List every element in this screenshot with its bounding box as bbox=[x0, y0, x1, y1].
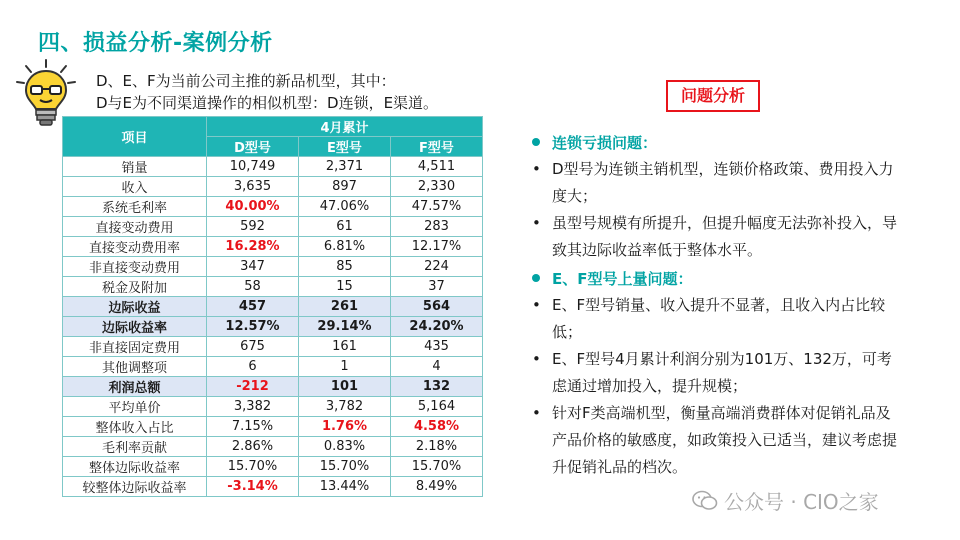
cell-d: 3,382 bbox=[207, 397, 299, 417]
cell-e: 897 bbox=[299, 177, 391, 197]
cell-f: 224 bbox=[391, 257, 483, 277]
cell-d: 3,635 bbox=[207, 177, 299, 197]
profit-loss-table bbox=[62, 116, 483, 497]
table-row bbox=[63, 157, 483, 177]
cell-e: 101 bbox=[299, 377, 391, 397]
cell-d: -3.14% bbox=[207, 477, 299, 497]
analysis-bullet bbox=[532, 156, 912, 210]
row-label: 销量 bbox=[63, 157, 207, 177]
cell-f: 37 bbox=[391, 277, 483, 297]
cell-f: 4.58% bbox=[391, 417, 483, 437]
table-row-highlight bbox=[63, 297, 483, 317]
watermark bbox=[692, 486, 879, 515]
table-row bbox=[63, 457, 483, 477]
cell-e: 261 bbox=[299, 297, 391, 317]
wechat-icon bbox=[692, 490, 718, 512]
cell-e: 0.83% bbox=[299, 437, 391, 457]
section-title: E、F型号上量问题： bbox=[552, 269, 693, 288]
cell-f: 4 bbox=[391, 357, 483, 377]
cell-d: 7.15% bbox=[207, 417, 299, 437]
cell-f: 2,330 bbox=[391, 177, 483, 197]
row-label: 系统毛利率 bbox=[63, 197, 207, 217]
issue-analysis-label: 问题分析 bbox=[666, 80, 760, 112]
cell-e: 85 bbox=[299, 257, 391, 277]
table-row bbox=[63, 197, 483, 217]
cell-f: 8.49% bbox=[391, 477, 483, 497]
table-row bbox=[63, 417, 483, 437]
table-row bbox=[63, 477, 483, 497]
section-heading-chain-loss bbox=[532, 128, 912, 156]
cell-e: 1 bbox=[299, 357, 391, 377]
analysis-bullet bbox=[532, 292, 912, 346]
table-row bbox=[63, 397, 483, 417]
section-title: 连锁亏损问题： bbox=[552, 133, 658, 152]
bullet-text: E、F型号销量、收入提升不显著，且收入内占比较低； bbox=[552, 296, 886, 341]
row-label: 毛利率贡献 bbox=[63, 437, 207, 457]
cell-d: 15.70% bbox=[207, 457, 299, 477]
bullet-icon: • bbox=[532, 214, 541, 232]
row-label: 边际收益 bbox=[63, 297, 207, 317]
cell-e: 15 bbox=[299, 277, 391, 297]
title-accent-bar bbox=[0, 26, 10, 60]
cell-d: 10,749 bbox=[207, 157, 299, 177]
header-model-d: D型号 bbox=[207, 137, 299, 157]
cell-f: 24.20% bbox=[391, 317, 483, 337]
cell-d: 40.00% bbox=[207, 197, 299, 217]
bullet-text: D型号为连锁主销机型，连锁价格政策、费用投入力度大； bbox=[552, 160, 894, 205]
row-label: 收入 bbox=[63, 177, 207, 197]
cell-e: 47.06% bbox=[299, 197, 391, 217]
header-group: 4月累计 bbox=[207, 117, 483, 137]
cell-f: 2.18% bbox=[391, 437, 483, 457]
header-model-e: E型号 bbox=[299, 137, 391, 157]
intro-line: D、E、F为当前公司主推的新品机型，其中： bbox=[96, 72, 396, 90]
cell-e: 6.81% bbox=[299, 237, 391, 257]
table-row bbox=[63, 277, 483, 297]
bullet-text: 针对F类高端机型，衡量高端消费群体对促销礼品及产品价格的敏感度，如政策投入已适当，建议考虑提升促销礼品的档次。 bbox=[552, 404, 898, 476]
cell-f: 132 bbox=[391, 377, 483, 397]
cell-f: 564 bbox=[391, 297, 483, 317]
intro-line: D与E为不同渠道操作的相似机型：D连锁，E渠道。 bbox=[96, 94, 439, 112]
table-row bbox=[63, 217, 483, 237]
cell-e: 161 bbox=[299, 337, 391, 357]
row-label: 边际收益率 bbox=[63, 317, 207, 337]
cell-f: 12.17% bbox=[391, 237, 483, 257]
cell-d: 675 bbox=[207, 337, 299, 357]
cell-e: 15.70% bbox=[299, 457, 391, 477]
table-row bbox=[63, 177, 483, 197]
cell-d: 457 bbox=[207, 297, 299, 317]
intro-text bbox=[96, 70, 438, 114]
table-row bbox=[63, 257, 483, 277]
cell-d: 2.86% bbox=[207, 437, 299, 457]
cell-e: 3,782 bbox=[299, 397, 391, 417]
cell-d: -212 bbox=[207, 377, 299, 397]
bullet-icon: • bbox=[532, 296, 541, 314]
cell-d: 16.28% bbox=[207, 237, 299, 257]
row-label: 非直接变动费用 bbox=[63, 257, 207, 277]
header-model-f: F型号 bbox=[391, 137, 483, 157]
row-label: 整体收入占比 bbox=[63, 417, 207, 437]
analysis-panel bbox=[532, 128, 912, 481]
analysis-bullet bbox=[532, 400, 912, 481]
row-label: 非直接固定费用 bbox=[63, 337, 207, 357]
analysis-bullet bbox=[532, 346, 912, 400]
cell-e: 13.44% bbox=[299, 477, 391, 497]
section-heading-volume bbox=[532, 264, 912, 292]
table-row bbox=[63, 237, 483, 257]
cell-d: 58 bbox=[207, 277, 299, 297]
bullet-text: 虽型号规模有所提升，但提升幅度无法弥补投入，导致其边际收益率低于整体水平。 bbox=[552, 214, 898, 259]
row-label: 较整体边际收益率 bbox=[63, 477, 207, 497]
cell-f: 4,511 bbox=[391, 157, 483, 177]
header-item: 项目 bbox=[63, 117, 207, 157]
cell-d: 6 bbox=[207, 357, 299, 377]
table-row bbox=[63, 437, 483, 457]
cell-f: 435 bbox=[391, 337, 483, 357]
cell-f: 15.70% bbox=[391, 457, 483, 477]
analysis-bullet bbox=[532, 210, 912, 264]
bullet-icon: • bbox=[532, 404, 541, 422]
cell-e: 29.14% bbox=[299, 317, 391, 337]
bullet-icon: • bbox=[532, 160, 541, 178]
bullet-text: E、F型号4月累计利润分别为101万、132万，可考虑通过增加投入，提升规模； bbox=[552, 350, 892, 395]
cell-d: 347 bbox=[207, 257, 299, 277]
row-label: 直接变动费用 bbox=[63, 217, 207, 237]
row-label: 税金及附加 bbox=[63, 277, 207, 297]
row-label: 整体边际收益率 bbox=[63, 457, 207, 477]
table-row bbox=[63, 357, 483, 377]
table-row bbox=[63, 337, 483, 357]
cell-e: 1.76% bbox=[299, 417, 391, 437]
cell-e: 61 bbox=[299, 217, 391, 237]
row-label: 利润总额 bbox=[63, 377, 207, 397]
watermark-text: 公众号 · CIO之家 bbox=[724, 490, 879, 514]
cell-f: 5,164 bbox=[391, 397, 483, 417]
cell-e: 2,371 bbox=[299, 157, 391, 177]
cell-f: 283 bbox=[391, 217, 483, 237]
page-title: 四、损益分析-案例分析 bbox=[38, 31, 273, 56]
cell-d: 12.57% bbox=[207, 317, 299, 337]
table-row-highlight bbox=[63, 317, 483, 337]
bullet-dot-icon bbox=[532, 274, 540, 282]
bullet-dot-icon bbox=[532, 138, 540, 146]
cell-f: 47.57% bbox=[391, 197, 483, 217]
cell-d: 592 bbox=[207, 217, 299, 237]
row-label: 直接变动费用率 bbox=[63, 237, 207, 257]
bullet-icon: • bbox=[532, 350, 541, 368]
row-label: 平均单价 bbox=[63, 397, 207, 417]
table-row-highlight bbox=[63, 377, 483, 397]
row-label: 其他调整项 bbox=[63, 357, 207, 377]
